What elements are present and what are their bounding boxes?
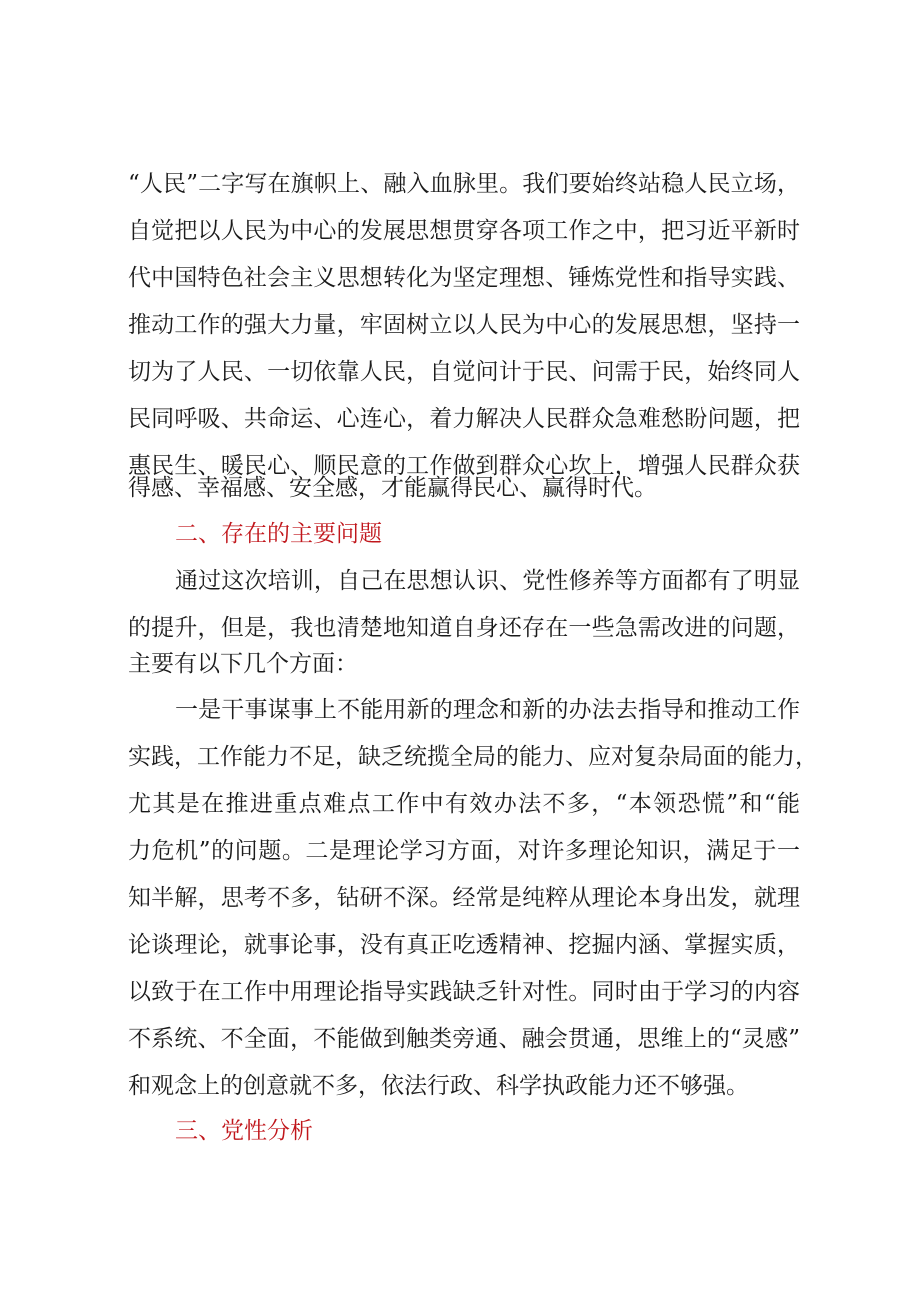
paragraph-line: 的提升，但是，我也清楚地知道自身还存在一些急需改进的问题， <box>128 615 800 641</box>
paragraph-line: 自觉把以人民为中心的发展思想贯穿各项工作之中，把习近平新时 <box>128 218 800 244</box>
paragraph-line: 力危机”的问题。二是理论学习方面，对许多理论知识，满足于一 <box>128 838 800 864</box>
paragraph-line: 论谈理论，就事论事，没有真正吃透精神、挖掘内涵、掌握实质， <box>128 932 800 958</box>
section-heading-party-spirit: 三、党性分析 <box>175 1118 313 1144</box>
paragraph-line: 不系统、不全面，不能做到触类旁通、融会贯通，思维上的“灵感” <box>128 1026 800 1052</box>
paragraph-line: 一是干事谋事上不能用新的理念和新的办法去指导和推动工作 <box>175 697 800 723</box>
paragraph-line: 推动工作的强大力量，牢固树立以人民为中心的发展思想，坚持一 <box>128 312 800 338</box>
paragraph-line: 以致于在工作中用理论指导实践缺乏针对性。同时由于学习的内容 <box>128 979 800 1005</box>
paragraph-line: 知半解，思考不多，钻研不深。经常是纯粹从理论本身出发，就理 <box>128 885 800 911</box>
paragraph-line: 得感、幸福感、安全感，才能赢得民心、赢得时代。 <box>128 475 657 501</box>
paragraph-line: 主要有以下几个方面： <box>128 651 358 677</box>
paragraph-line: “人民”二字写在旗帜上、融入血脉里。我们要始终站稳人民立场， <box>128 171 800 197</box>
paragraph-line: 实践，工作能力不足，缺乏统揽全局的能力、应对复杂局面的能力， <box>128 744 818 770</box>
paragraph-line: 惠民生、暖民心、顺民意的工作做到群众心坎上，增强人民群众获 <box>128 453 800 479</box>
paragraph-line: 通过这次培训，自己在思想认识、党性修养等方面都有了明显 <box>175 568 800 594</box>
section-heading-problems: 二、存在的主要问题 <box>175 521 382 547</box>
paragraph-line: 尤其是在推进重点难点工作中有效办法不多，“本领恐慌”和“能 <box>128 791 800 817</box>
paragraph-line: 和观念上的创意就不多，依法行政、科学执政能力还不够强。 <box>128 1073 749 1099</box>
paragraph-line: 切为了人民、一切依靠人民，自觉问计于民、问需于民，始终同人 <box>128 359 800 385</box>
paragraph-line: 代中国特色社会主义思想转化为坚定理想、锤炼党性和指导实践、 <box>128 265 800 291</box>
paragraph-line: 民同呼吸、共命运、心连心，着力解决人民群众急难愁盼问题，把 <box>128 406 800 432</box>
